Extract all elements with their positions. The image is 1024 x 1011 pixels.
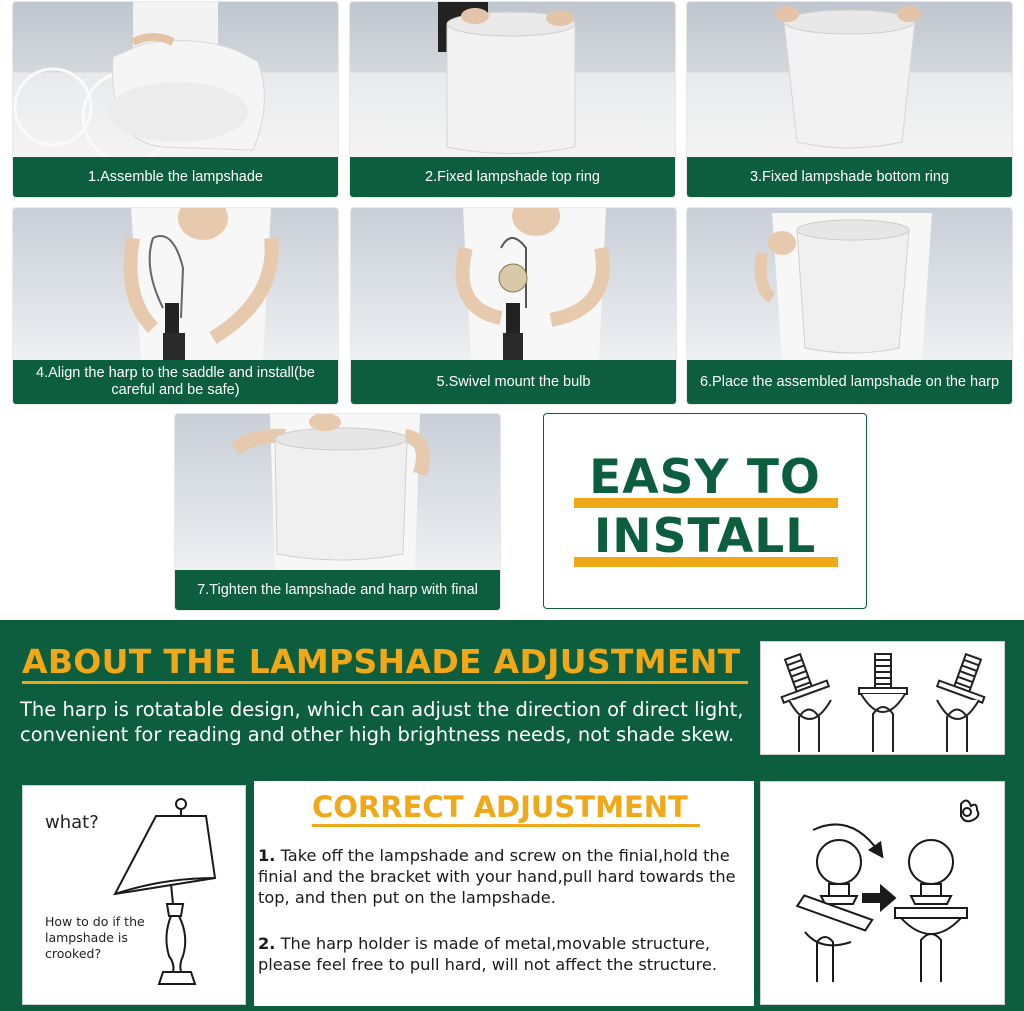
crooked-lampshade-box: [22, 785, 246, 1005]
about-heading: ABOUT THE LAMPSHADE ADJUSTMENT: [22, 642, 741, 681]
instruction-1-text: Take off the lampshade and screw on the finial,hold the finial and the bracket with your hand,pull hard towards the top, and then put on the lampshade.: [258, 846, 736, 907]
step-6-photo: [687, 208, 1012, 360]
easy-to-install-badge: [543, 413, 867, 609]
step-1-photo: [13, 2, 338, 157]
instruction-2: [258, 933, 754, 975]
easy-to-text: EASY TO: [589, 450, 821, 505]
instruction-1-number: 1.: [258, 846, 276, 865]
install-text: INSTALL: [593, 509, 817, 564]
step-3-photo: [687, 2, 1012, 157]
about-text: The harp is rotatable design, which can adjust the direction of direct light, convenient for reading and other high brightness needs, not shade skew.: [20, 698, 744, 746]
step-4-photo: [13, 208, 338, 360]
harp-rotation-icon: [761, 642, 1006, 756]
correct-heading-underline: [312, 824, 700, 827]
step-6-card: [686, 207, 1013, 405]
step-7-card: [174, 413, 501, 611]
step-7-caption: 7.Tighten the lampshade and harp with final: [175, 570, 500, 610]
step-5-photo: [351, 208, 676, 360]
instruction-2-number: 2.: [258, 934, 276, 953]
step-2-caption: 2.Fixed lampshade top ring: [350, 157, 675, 197]
what-label: what?: [45, 812, 99, 833]
step-4-card: [12, 207, 339, 405]
finial-rotation-icon: [761, 782, 1006, 1006]
step-3-caption: 3.Fixed lampshade bottom ring: [687, 157, 1012, 197]
step-6-caption: 6.Place the assembled lampshade on the harp: [687, 360, 1012, 404]
step-2-card: [349, 1, 676, 198]
step-4-caption: 4.Align the harp to the saddle and install(be careful and be safe): [13, 360, 338, 404]
step-1-card: [12, 1, 339, 198]
step-5-caption: 5.Swivel mount the bulb: [351, 360, 676, 404]
correct-heading: CORRECT ADJUSTMENT: [312, 790, 688, 824]
step-7-photo: [175, 414, 500, 570]
step-1-caption: 1.Assemble the lampshade: [13, 157, 338, 197]
how-to-label: How to do if the lampshade is crooked?: [45, 914, 145, 961]
step-5-card: [350, 207, 677, 405]
step-3-card: [686, 1, 1013, 198]
harp-rotation-diagram: [760, 641, 1005, 755]
finial-adjustment-diagram: [760, 781, 1005, 1005]
step-2-photo: [350, 2, 675, 157]
about-heading-underline: [22, 681, 748, 684]
instruction-2-text: The harp holder is made of metal,movable structure, please feel free to pull hard, will not affect the structure.: [258, 934, 717, 974]
instruction-1: [258, 845, 748, 908]
